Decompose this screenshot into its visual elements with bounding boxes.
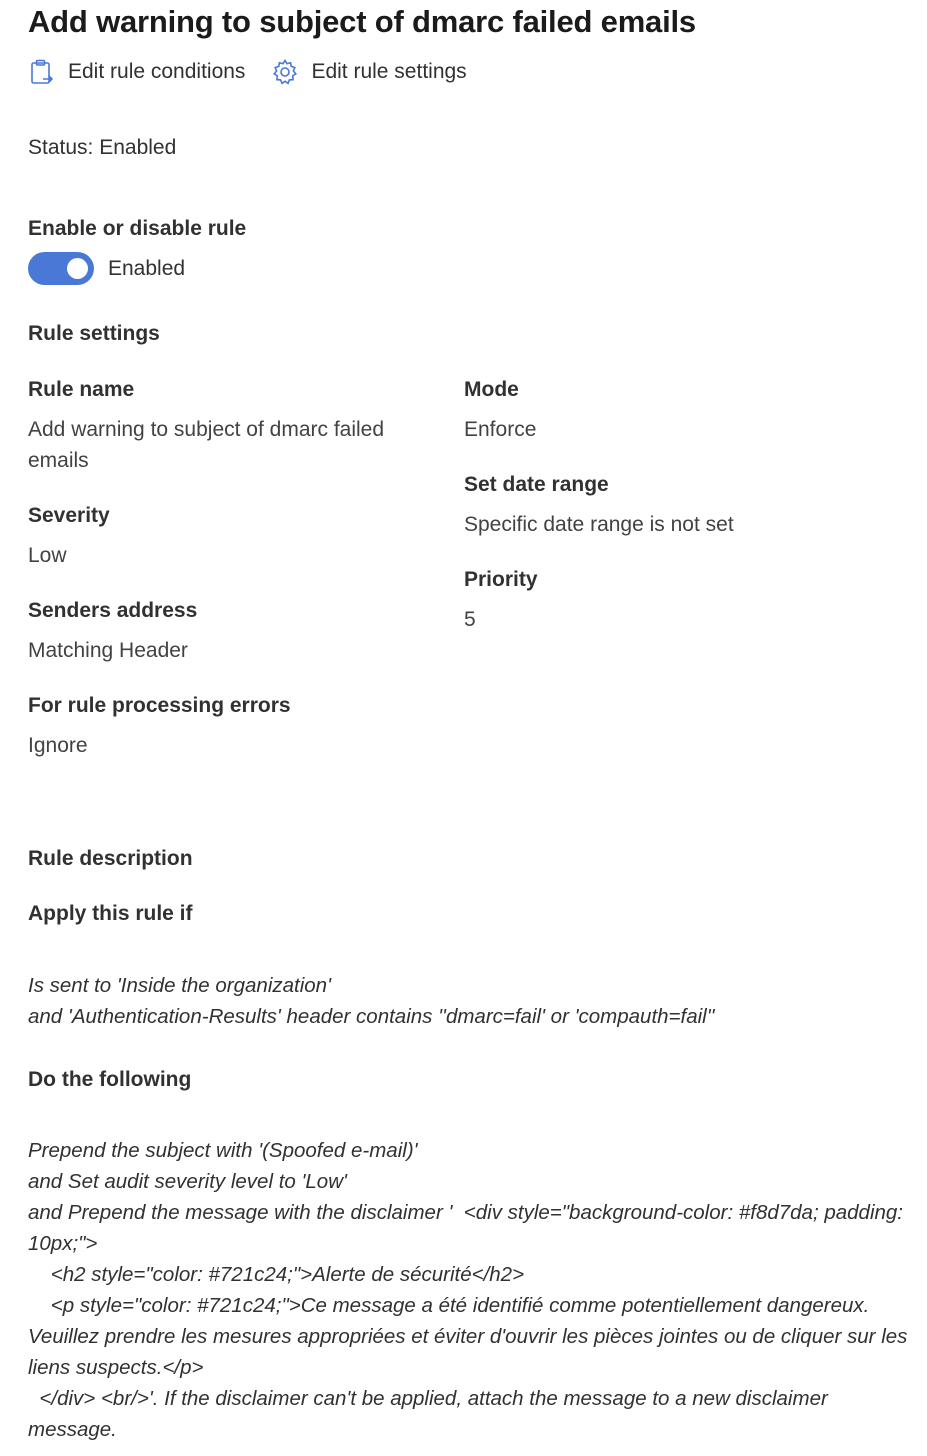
apply-conditions-text: Is sent to 'Inside the organization' and 'Authentication-Results' header contains ''dmarc=fail' or 'compauth=fail'' [28, 974, 715, 1028]
command-bar [28, 58, 493, 86]
mode-value: Enforce [464, 418, 537, 441]
edit-rule-conditions-label: Edit rule conditions [68, 60, 246, 83]
senders-address-value: Matching Header [28, 639, 188, 662]
enable-rule-toggle[interactable] [28, 252, 94, 285]
do-following-heading: Do the following [28, 1068, 192, 1091]
enable-disable-label: Enable or disable rule [28, 217, 247, 240]
date-range-value: Specific date range is not set [464, 513, 734, 536]
rule-description-heading: Rule description [28, 847, 193, 870]
edit-rule-settings-label: Edit rule settings [311, 60, 467, 83]
enable-toggle-row [28, 252, 185, 285]
edit-rule-conditions-button[interactable] [28, 58, 245, 86]
rule-settings-heading: Rule settings [28, 322, 160, 345]
rule-name-value: Add warning to subject of dmarc failed emails [28, 418, 385, 472]
severity-value: Low [28, 544, 67, 567]
priority-label: Priority [464, 568, 538, 591]
senders-address-label: Senders address [28, 599, 198, 622]
priority-value: 5 [464, 608, 476, 631]
date-range-label: Set date range [464, 473, 609, 496]
processing-errors-label: For rule processing errors [28, 694, 291, 717]
clipboard-icon [28, 58, 56, 86]
rule-name-label: Rule name [28, 378, 135, 401]
page-title: Add warning to subject of dmarc failed emails [28, 4, 696, 39]
severity-label: Severity [28, 504, 110, 527]
toggle-knob [67, 258, 88, 279]
mode-label: Mode [464, 378, 519, 401]
actions-text: Prepend the subject with '(Spoofed e-mail)' and Set audit severity level to 'Low' and Prepend the message with the disclaimer ' <div style="background-color: #f8d7da; padding: 10px;"> <h2 style="color: #721c24;">Alerte de sécurité</h2> <p style="color: #721c24;">Ce message a été identifié comme potentiellement dangereux. Veuillez prendre les mesures appropriées et éviter d'ouvrir les pièces jointes ou de cliquer sur les liens suspects.</p> </div> <br/>'. If the disclaimer can't be applied, attach the message to a new disclaimer message. [28, 1139, 908, 1441]
edit-rule-settings-button[interactable] [271, 58, 466, 86]
gear-icon [271, 58, 299, 86]
rule-status: Status: Enabled [28, 136, 177, 159]
apply-rule-heading: Apply this rule if [28, 902, 193, 925]
processing-errors-value: Ignore [28, 734, 88, 757]
toggle-state-label: Enabled [108, 256, 186, 280]
